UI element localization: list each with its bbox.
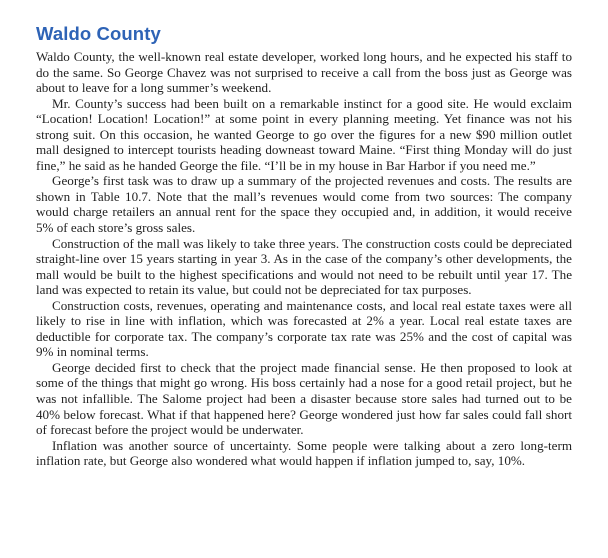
paragraph-5: Construction costs, revenues, operating and maintenance costs, and local real estate taxes were all likely to rise in line with inflation, which was forecasted at 2% a year. Local real estate taxes are deductible for corporate tax. The company’s corporate tax rate was 25% and the cost of capital was 9% in nominal terms.	[36, 297, 572, 360]
paragraph-7: Inflation was another source of uncertainty. Some people were talking about a zero long-term inflation rate, but George also wondered what would happen if inflation jumped to, say, 10%.	[36, 437, 572, 469]
paragraph-3: George’s first task was to draw up a summary of the projected revenues and costs. The results are shown in Table 10.7. Note that the mall’s revenues would come from two sources: The company would charge retailers an annual rent for the space they occupied and, in addition, it would receive 5% of each store’s gross sales.	[36, 173, 572, 236]
case-study	[36, 23, 572, 469]
case-title: Waldo County	[36, 23, 161, 44]
body-text	[36, 49, 572, 469]
paragraph-2: Mr. County’s success had been built on a remarkable instinct for a good site. He would exclaim “Location! Location! Location!” at some point in every planning meeting. Yet finance was not his strong suit. On this occasion, he wanted George to go over the figures for a new $90 million outlet mall designed to intercept tourists heading downeast toward Maine. “First thing Monday will do just fine,” he said as he handed George the file. “I’ll be in my house in Bar Harbor if you need me.”	[36, 95, 572, 173]
paragraph-1: Waldo County, the well-known real estate developer, worked long hours, and he expected his staff to do the same. So George Chavez was not surprised to receive a call from the boss just as George was about to leave for a long summer’s weekend.	[36, 49, 572, 96]
paragraph-6: George decided first to check that the project made financial sense. He then proposed to look at some of the things that might go wrong. His boss certainly had a nose for a good retail project, but he was not infallible. The Salome project had been a disaster because store sales had turned out to be 40% below forecast. What if that happened here? George wondered just how far sales could fall short of forecast before the project would be underwater.	[36, 359, 572, 438]
paragraph-4: Construction of the mall was likely to take three years. The construction costs could be depreciated straight-line over 15 years starting in year 3. As in the case of the company’s other developments, the mall would be built to the highest specifications and would not need to be rebuilt until year 17. The land was expected to retain its value, but could not be depreciated for tax purposes.	[36, 235, 572, 298]
